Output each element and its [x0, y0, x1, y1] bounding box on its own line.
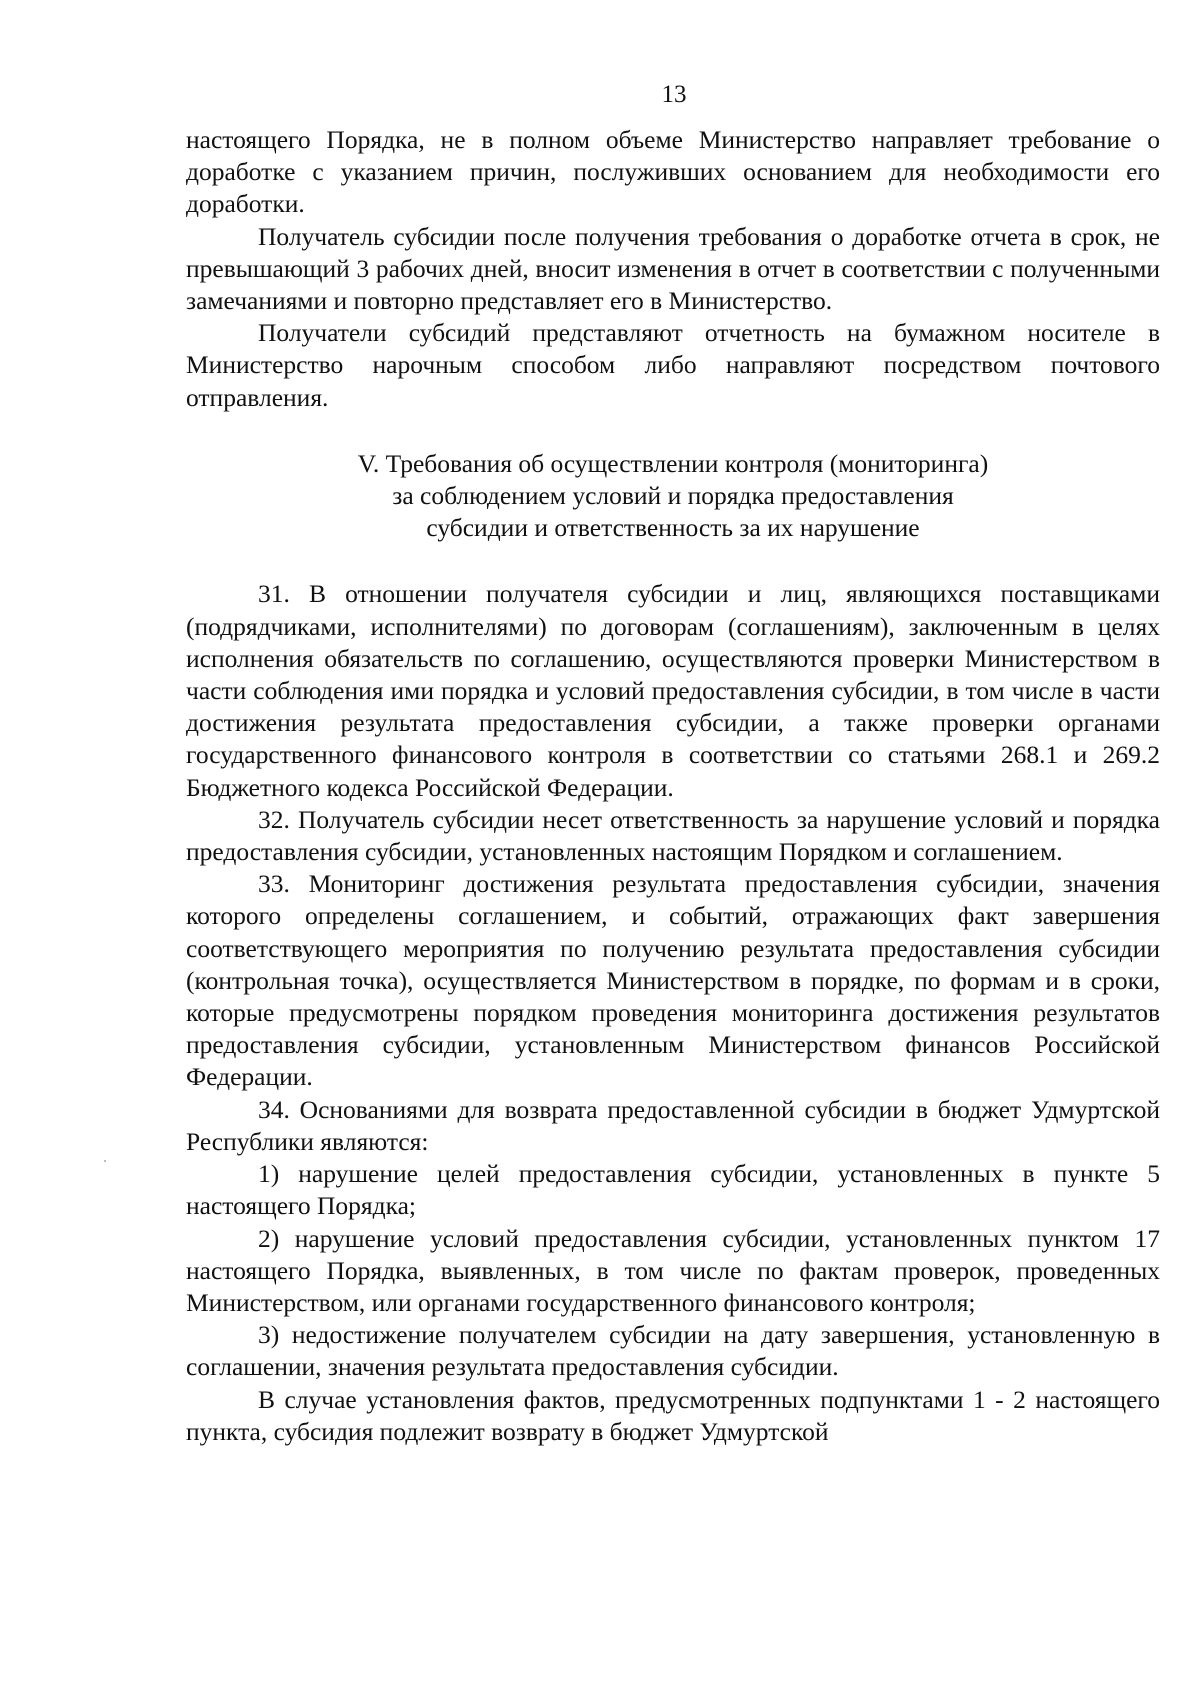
paragraph-item-34: 34. Основаниями для возврата предоставленной субсидии в бюджет Удмуртской Республики являются: — [186, 1094, 1160, 1156]
paragraph-item-31: 31. В отношении получателя субсидии и лиц, являющихся поставщиками (подрядчиками, исполнителями) по договорам (соглашениям), заключенным в целях исполнения обязательств по соглашению, осуществляются проверки Министерством в части соблюдения ими порядка и условий предоставления субсидии, в том числе в части достижения результата предоставления субсидии, а также проверки органами государственного финансового контроля в соответствии со статьями 268.1 и 269.2 Бюджетного кодекса Российской Федерации. — [186, 579, 1160, 802]
paragraph-continuation: настоящего Порядка, не в полном объеме Министерство направляет требование о доработке с указанием причин, послуживших основанием для необходимости его доработки. — [186, 125, 1160, 219]
paragraph-subitem-2: 2) нарушение условий предоставления субсидии, установленных пунктом 17 настоящего Порядка, выявленных, в том числе по фактам проверок, проведенных Министерством, или органами государственного финансового контроля; — [186, 1223, 1160, 1317]
section-heading — [186, 448, 1160, 545]
paragraph-reporting-submission: Получатели субсидий представляют отчетность на бумажном носителе в Министерство нарочным способом либо направляют посредством почтового отправления. — [186, 318, 1160, 412]
paragraph-refund-case: В случае установления фактов, предусмотренных подпунктами 1 - 2 настоящего пункта, субсидия подлежит возврату в бюджет Удмуртской — [186, 1384, 1160, 1446]
paragraph-subitem-1: 1) нарушение целей предоставления субсидии, установленных в пункте 5 настоящего Порядка; — [186, 1159, 1160, 1221]
section-heading-line-1: V. Требования об осуществлении контроля (мониторинга) — [357, 448, 989, 478]
section-heading-line-3: субсидии и ответственность за их нарушение — [426, 513, 920, 543]
section-heading-line-2: за соблюдением условий и порядка предоставления — [392, 481, 954, 511]
page-number: 13 — [661, 81, 687, 108]
paragraph-report-revision: Получатель субсидии после получения требования о доработке отчета в срок, не превышающий 3 рабочих дней, вносит изменения в отчет в соответствии с полученными замечаниями и повторно представляет его в Министерство. — [186, 221, 1160, 316]
paragraph-item-32: 32. Получатель субсидии несет ответственность за нарушение условий и порядка предоставления субсидии, установленных настоящим Порядком и соглашением. — [186, 804, 1160, 867]
paragraph-subitem-3: 3) недостижение получателем субсидии на дату завершения, установленную в соглашении, значения результата предоставления субсидии. — [186, 1320, 1160, 1382]
scan-speck — [104, 1160, 106, 1162]
paragraph-item-33: 33. Мониторинг достижения результата предоставления субсидии, значения которого определены соглашением, и событий, отражающих факт завершения соответствующего мероприятия по получению результата предоставления субсидии (контрольная точка), осуществляется Министерством в порядке, по формам и в сроки, которые предусмотрены порядком проведения мониторинга достижения результатов предоставления субсидии, установленным Министерством финансов Российской Федерации. — [186, 869, 1160, 1092]
document-body — [186, 124, 1160, 1448]
